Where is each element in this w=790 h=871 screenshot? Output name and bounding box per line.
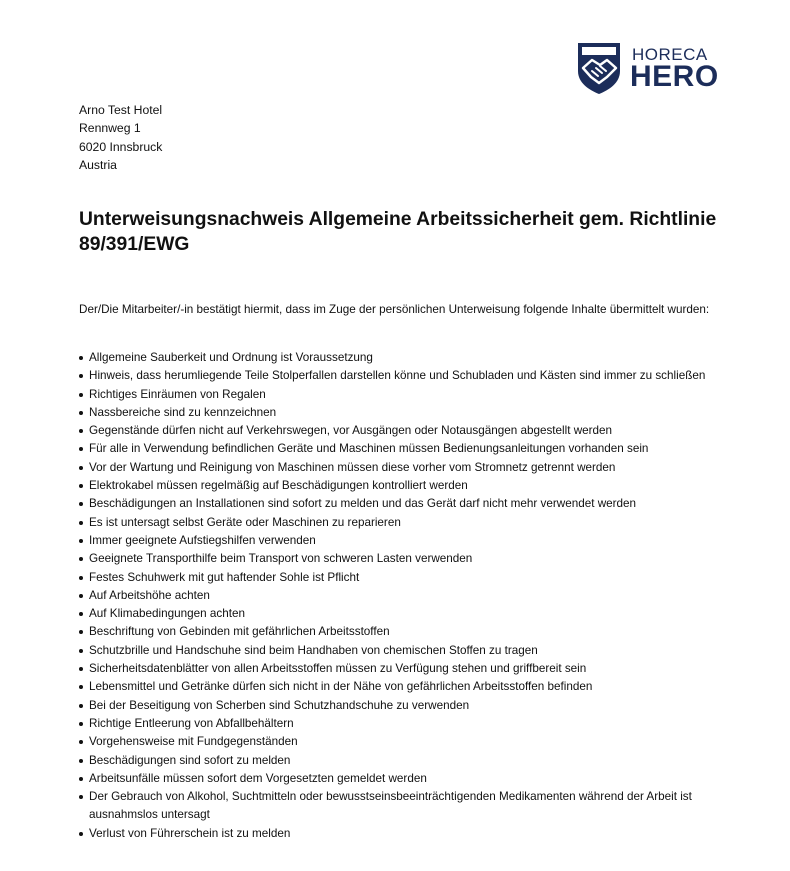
list-item: Beschriftung von Gebinden mit gefährlichen Arbeitsstoffen [79, 623, 719, 641]
list-item: Beschädigungen sind sofort zu melden [79, 752, 719, 770]
list-item: Schutzbrille und Handschuhe sind beim Handhaben von chemischen Stoffen zu tragen [79, 642, 719, 660]
list-item: Richtige Entleerung von Abfallbehältern [79, 715, 719, 733]
list-item: Immer geeignete Aufstiegshilfen verwenden [79, 532, 719, 550]
list-item: Auf Arbeitshöhe achten [79, 587, 719, 605]
list-item: Sicherheitsdatenblätter von allen Arbeitsstoffen müssen zu Verfügung stehen und griffbereit sein [79, 660, 719, 678]
list-item: Für alle in Verwendung befindlichen Geräte und Maschinen müssen Bedienungsanleitungen vorhanden sein [79, 440, 719, 458]
document-title: Unterweisungsnachweis Allgemeine Arbeitssicherheit gem. Richtlinie 89/391/EWG [79, 209, 717, 255]
list-item: Beschädigungen an Installationen sind sofort zu melden und das Gerät darf nicht mehr verwendet werden [79, 495, 719, 513]
company-logo [576, 41, 721, 95]
instruction-list [79, 349, 719, 843]
logo-text-top: HORECA [632, 45, 708, 64]
list-item: Auf Klimabedingungen achten [79, 605, 719, 623]
list-item: Es ist untersagt selbst Geräte oder Maschinen zu reparieren [79, 514, 719, 532]
list-item: Arbeitsunfälle müssen sofort dem Vorgesetzten gemeldet werden [79, 770, 719, 788]
list-item: Nassbereiche sind zu kennzeichnen [79, 404, 719, 422]
list-item: Richtiges Einräumen von Regalen [79, 386, 719, 404]
list-item: Verlust von Führerschein ist zu melden [79, 825, 719, 843]
recipient-address [79, 101, 162, 175]
list-item: Festes Schuhwerk mit gut haftender Sohle ist Pflicht [79, 569, 719, 587]
address-city: 6020 Innsbruck [79, 139, 163, 154]
address-name: Arno Test Hotel [79, 103, 163, 117]
list-item: Hinweis, dass herumliegende Teile Stolperfallen darstellen könne und Schubladen und Kästen sind immer zu schließen [79, 367, 719, 385]
address-country: Austria [79, 158, 117, 173]
list-item: Elektrokabel müssen regelmäßig auf Beschädigungen kontrolliert werden [79, 477, 719, 495]
handshake-shield-icon [576, 41, 622, 95]
address-street: Rennweg 1 [79, 121, 141, 136]
list-item: Gegenstände dürfen nicht auf Verkehrswegen, vor Ausgängen oder Notausgängen abgestellt werden [79, 422, 719, 440]
list-item: Vorgehensweise mit Fundgegenständen [79, 733, 719, 751]
list-item: Allgemeine Sauberkeit und Ordnung ist Voraussetzung [79, 349, 719, 367]
list-item: Vor der Wartung und Reinigung von Maschinen müssen diese vorher vom Stromnetz getrennt werden [79, 459, 719, 477]
list-item: Der Gebrauch von Alkohol, Suchtmitteln oder bewusstseinsbeeinträchtigenden Medikamenten während der Arbeit ist ausnahmslos untersagt [79, 788, 719, 825]
intro-paragraph: Der/Die Mitarbeiter/-in bestätigt hiermit, dass im Zuge der persönlichen Unterweisung folgende Inhalte übermittelt wurden: [79, 303, 710, 316]
list-item: Lebensmittel und Getränke dürfen sich nicht in der Nähe von gefährlichen Arbeitsstoffen befinden [79, 678, 719, 696]
list-item: Geeignete Transporthilfe beim Transport von schweren Lasten verwenden [79, 550, 719, 568]
list-item: Bei der Beseitigung von Scherben sind Schutzhandschuhe zu verwenden [79, 697, 719, 715]
logo-text-bottom: HERO [630, 60, 719, 93]
